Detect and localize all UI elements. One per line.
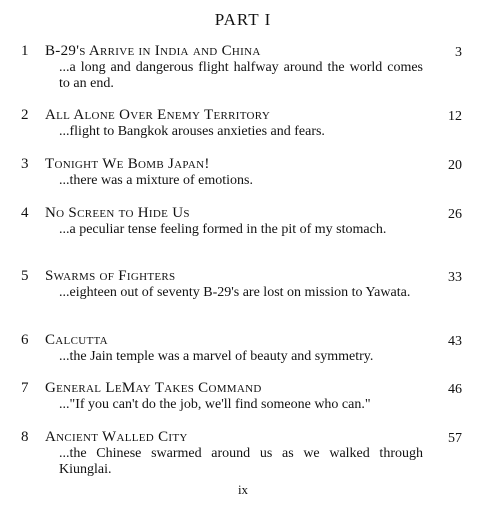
chapter-number: 2 bbox=[21, 107, 29, 123]
page-number: 33 bbox=[448, 270, 462, 285]
chapter-title: Calcutta bbox=[45, 332, 108, 348]
chapter-title: All Alone Over Enemy Territory bbox=[45, 107, 271, 123]
chapter-title: General LeMay Takes Command bbox=[45, 380, 262, 396]
page-number: 46 bbox=[448, 382, 462, 397]
chapter-description: ...eighteen out of seventy B-29's are lost on mission to Yawata. bbox=[59, 285, 411, 300]
page-number: 12 bbox=[448, 109, 462, 124]
chapter-number: 5 bbox=[21, 268, 29, 284]
chapter-title: No Screen to Hide Us bbox=[45, 205, 190, 221]
chapter-description: ...a peculiar tense feeling formed in the pit of my stomach. bbox=[59, 222, 387, 237]
page-number: 3 bbox=[455, 45, 462, 60]
chapter-number: 6 bbox=[21, 332, 29, 348]
chapter-title: Ancient Walled City bbox=[45, 429, 188, 445]
part-title: PART I bbox=[214, 10, 272, 29]
page-number: 43 bbox=[448, 334, 462, 349]
chapter-number: 4 bbox=[21, 205, 29, 221]
chapter-description: ...a long and dangerous flight halfway around the world comes to an end. bbox=[59, 60, 423, 91]
chapter-number: 7 bbox=[21, 380, 29, 396]
page-folio: ix bbox=[237, 482, 249, 497]
chapter-description: ...there was a mixture of emotions. bbox=[59, 173, 254, 188]
chapter-title: Swarms of Fighters bbox=[45, 268, 176, 284]
chapter-description: ...the Chinese swarmed around us as we walked through Kiunglai. bbox=[59, 446, 423, 477]
chapter-description: ..."If you can't do the job, we'll find someone who can." bbox=[59, 397, 371, 412]
page-number: 26 bbox=[448, 207, 462, 222]
chapter-number: 1 bbox=[21, 43, 29, 59]
chapter-description: ...flight to Bangkok arouses anxieties and fears. bbox=[59, 124, 325, 139]
chapter-number: 3 bbox=[21, 156, 29, 172]
chapter-title: Tonight We Bomb Japan! bbox=[45, 156, 210, 172]
chapter-description: ...the Jain temple was a marvel of beauty and symmetry. bbox=[59, 349, 374, 364]
chapter-number: 8 bbox=[21, 429, 29, 445]
chapter-title: B-29's Arrive in India and China bbox=[45, 43, 261, 59]
page-number: 20 bbox=[448, 158, 462, 173]
page-number: 57 bbox=[448, 431, 462, 446]
